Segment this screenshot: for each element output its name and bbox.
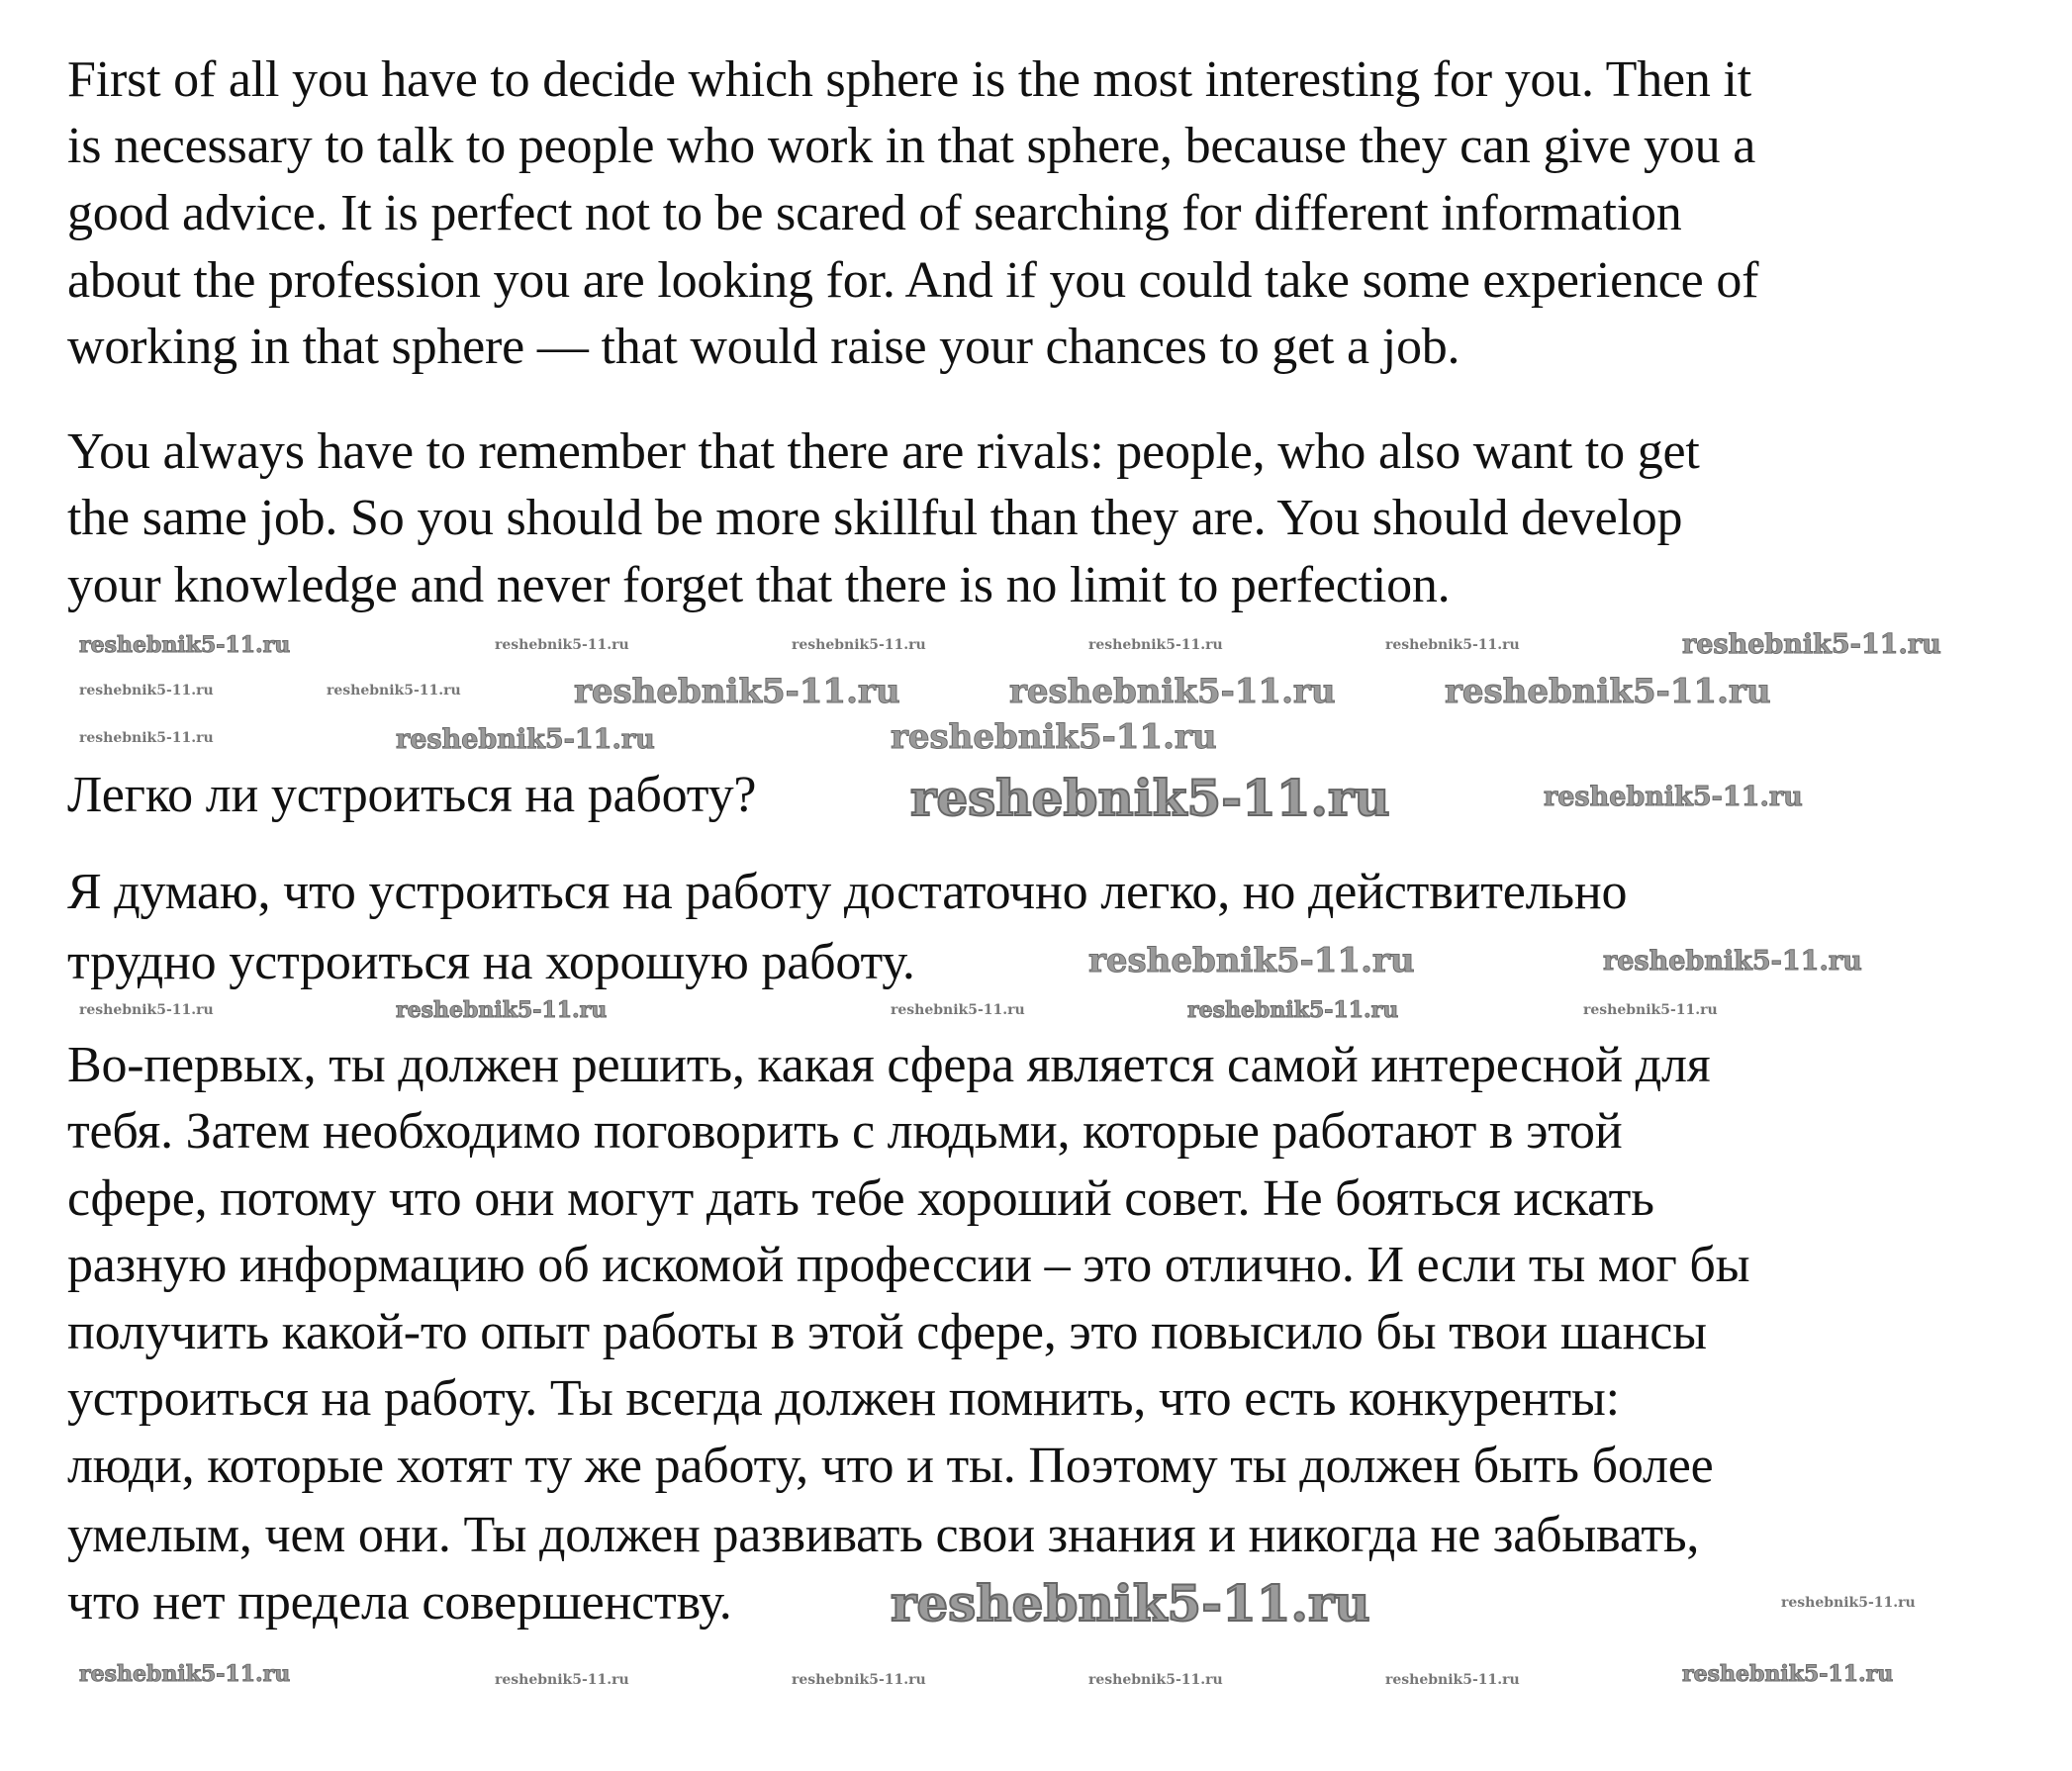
watermark: reshebnik5-11.ru xyxy=(495,1672,629,1688)
text-line: сфере, потому что они могут дать тебе хороший совет. Не бояться искать xyxy=(67,1170,1654,1227)
watermark: reshebnik5-11.ru xyxy=(574,672,900,711)
watermark: reshebnik5-11.ru xyxy=(1781,1595,1916,1611)
watermark: reshebnik5-11.ru xyxy=(891,1574,1370,1632)
watermark: reshebnik5-11.ru xyxy=(1088,1672,1223,1688)
text-line: получить какой-то опыт работы в этой сфере, это повысило бы твои шансы xyxy=(67,1304,1707,1360)
watermark: reshebnik5-11.ru xyxy=(79,632,291,658)
watermark: reshebnik5-11.ru xyxy=(1445,672,1771,711)
text-line: about the profession you are looking for. And if you could take some experience of xyxy=(67,252,1759,309)
watermark: reshebnik5-11.ru xyxy=(792,1672,926,1688)
text-line: Я думаю, что устроиться на работу достаточно легко, но действительно xyxy=(67,864,1628,920)
text-line: разную информацию об искомой профессии – это отлично. И если ты мог бы xyxy=(67,1237,1750,1293)
watermark: reshebnik5-11.ru xyxy=(1187,997,1399,1023)
text-line: тебя. Затем необходимо поговорить с людьми, которые работают в этой xyxy=(67,1103,1623,1160)
text-line: You always have to remember that there are rivals: people, who also want to get xyxy=(67,423,1700,480)
watermark: reshebnik5-11.ru xyxy=(1603,946,1862,977)
watermark: reshebnik5-11.ru xyxy=(1009,672,1336,711)
watermark: reshebnik5-11.ru xyxy=(891,717,1217,757)
watermark: reshebnik5-11.ru xyxy=(1682,629,1941,660)
russian-heading: Легко ли устроиться на работу? xyxy=(67,767,757,823)
watermark: reshebnik5-11.ru xyxy=(1385,1672,1520,1688)
watermark: reshebnik5-11.ru xyxy=(1544,782,1803,812)
text-line: устроиться на работу. Ты всегда должен помнить, что есть конкуренты: xyxy=(67,1370,1620,1427)
watermark: reshebnik5-11.ru xyxy=(1682,1661,1894,1687)
text-line: working in that sphere — that would raise your chances to get a job. xyxy=(67,319,1460,375)
watermark: reshebnik5-11.ru xyxy=(1385,637,1520,653)
text-line: Во-первых, ты должен решить, какая сфера является самой интересной для xyxy=(67,1037,1711,1093)
watermark: reshebnik5-11.ru xyxy=(792,637,926,653)
watermark: reshebnik5-11.ru xyxy=(891,1002,1025,1018)
watermark: reshebnik5-11.ru xyxy=(79,1661,291,1687)
text-line: что нет предела совершенству. xyxy=(67,1574,732,1631)
text-line: the same job. So you should be more skillful than they are. You should develop xyxy=(67,490,1683,546)
watermark: reshebnik5-11.ru xyxy=(1088,637,1223,653)
text-line: good advice. It is perfect not to be scared of searching for different information xyxy=(67,185,1682,241)
watermark: reshebnik5-11.ru xyxy=(1583,1002,1718,1018)
text-line: First of all you have to decide which sphere is the most interesting for you. Then it xyxy=(67,51,1752,108)
watermark: reshebnik5-11.ru xyxy=(910,769,1390,827)
watermark: reshebnik5-11.ru xyxy=(79,730,214,746)
watermark: reshebnik5-11.ru xyxy=(1088,941,1415,980)
text-line: умелым, чем они. Ты должен развивать свои знания и никогда не забывать, xyxy=(67,1507,1700,1563)
text-line: is necessary to talk to people who work in that sphere, because they can give you a xyxy=(67,118,1756,174)
watermark: reshebnik5-11.ru xyxy=(396,724,655,755)
watermark: reshebnik5-11.ru xyxy=(396,997,608,1023)
text-line: трудно устроиться на хорошую работу. xyxy=(67,934,915,990)
watermark: reshebnik5-11.ru xyxy=(495,637,629,653)
watermark: reshebnik5-11.ru xyxy=(327,683,461,699)
text-line: люди, которые хотят ту же работу, что и ты. Поэтому ты должен быть более xyxy=(67,1438,1714,1494)
text-line: your knowledge and never forget that there is no limit to perfection. xyxy=(67,557,1451,613)
watermark: reshebnik5-11.ru xyxy=(79,683,214,699)
watermark: reshebnik5-11.ru xyxy=(79,1002,214,1018)
